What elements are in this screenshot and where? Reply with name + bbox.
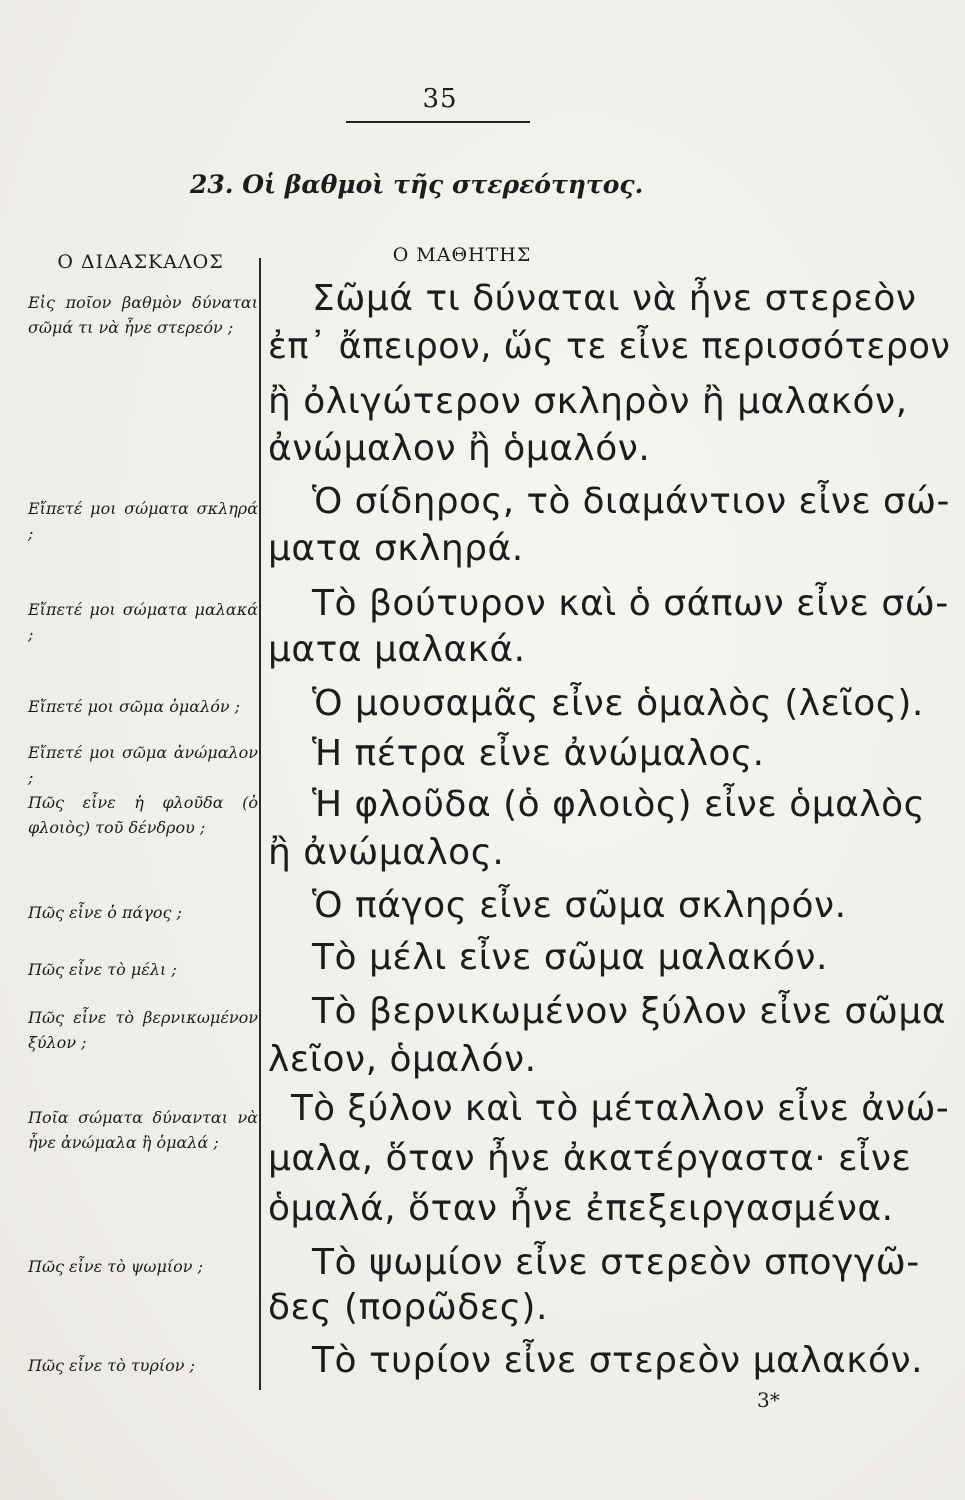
answer-line: Τὸ βούτυρον καὶ ὁ σάπων εἶνε σώ-: [312, 583, 949, 624]
question-12: Πῶς εἶνε τὸ τυρίον ;: [28, 1356, 195, 1375]
answer-line: Τὸ τυρίον εἶνε στερεὸν μαλακόν.: [312, 1340, 924, 1381]
header-rule: [346, 121, 530, 123]
answer-line: Ἡ πέτρα εἶνε ἀνώμαλος.: [312, 733, 765, 774]
answer-line: ματα σκληρά.: [268, 528, 524, 569]
question-6: Πῶς εἶνε ἡ φλοῦδα (ὁ φλοιὸς) τοῦ δένδρου ;: [28, 793, 258, 837]
answer-line: ἐπ᾽ ἄπειρον, ὥς τε εἶνε περισσότερον: [268, 326, 951, 367]
answer-line: ἀνώμαλον ἢ ὁμαλόν.: [268, 428, 651, 469]
answer-line: Σῶμά τι δύναται νὰ ἦνε στερεὸν: [312, 278, 917, 319]
question-2: Εἴπετέ μοι σώματα σκληρά ;: [28, 499, 258, 543]
answer-line: ὁμαλά, ὅταν ἦνε ἐπεξειργασμένα.: [268, 1188, 894, 1229]
question-11: Πῶς εἶνε τὸ ψωμίον ;: [28, 1257, 203, 1276]
answer-line: Τὸ βερνικωμένον ξύλον εἶνε σῶμα: [312, 991, 946, 1032]
answer-line: Τὸ μέλι εἶνε σῶμα μαλακόν.: [312, 937, 828, 978]
question-5: Εἴπετέ μοι σῶμα ἀνώμαλον ;: [28, 743, 258, 787]
printer-signature: 3*: [757, 1388, 780, 1412]
answer-line: Ὁ σίδηρος, τὸ διαμάντιον εἶνε σώ-: [312, 481, 950, 522]
question-9: Πῶς εἶνε τὸ βερνικωμένον ξύλον ;: [28, 1008, 258, 1052]
column-divider: [259, 258, 261, 1390]
student-column-header: Ο ΜΑΘΗΤΗΣ: [392, 244, 532, 266]
answer-line: Τὸ ξύλον καὶ τὸ μέταλλον εἶνε ἀνώ-: [291, 1088, 950, 1129]
question-10: Ποῖα σώματα δύνανται νὰ ἦνε ἀνώμαλα ἢ ὁμαλά ;: [28, 1108, 258, 1152]
answer-line: Τὸ ψωμίον εἶνε στερεὸν σπογγῶ-: [312, 1242, 920, 1283]
page-number: 35: [422, 84, 458, 114]
answer-line: Ὁ μουσαμᾶς εἶνε ὁμαλὸς (λεῖος).: [312, 683, 924, 724]
question-1: Εἰς ποῖον βαθμὸν δύναται σῶμά τι νὰ ἦνε στερεόν ;: [28, 293, 258, 337]
question-7: Πῶς εἶνε ὁ πάγος ;: [28, 903, 182, 922]
answer-line: ἢ ὀλιγώτερον σκληρὸν ἢ μαλακόν,: [268, 381, 908, 422]
question-8: Πῶς εἶνε τὸ μέλι ;: [28, 960, 177, 979]
answer-line: δες (πορῶδες).: [268, 1287, 548, 1328]
answer-line: λεῖον, ὁμαλόν.: [268, 1039, 537, 1080]
answer-line: Ὁ πάγος εἶνε σῶμα σκληρόν.: [312, 885, 847, 926]
teacher-column-header: Ο ΔΙΔΑΣΚΑΛΟΣ: [57, 251, 224, 273]
answer-line: Ἡ φλοῦδα (ὁ φλοιὸς) εἶνε ὁμαλὸς: [312, 784, 926, 825]
answer-line: ματα μαλακά.: [268, 629, 526, 670]
question-4: Εἴπετέ μοι σῶμα ὁμαλόν ;: [28, 697, 241, 716]
answer-line: μαλα, ὅταν ἦνε ἀκατέργαστα· εἶνε: [268, 1138, 912, 1179]
section-title: 23. Οἱ βαθμοὶ τῆς στερεότητος.: [190, 170, 644, 199]
question-3: Εἴπετέ μοι σώματα μαλακά ;: [28, 600, 258, 644]
answer-line: ἢ ἀνώμαλος.: [268, 832, 505, 873]
